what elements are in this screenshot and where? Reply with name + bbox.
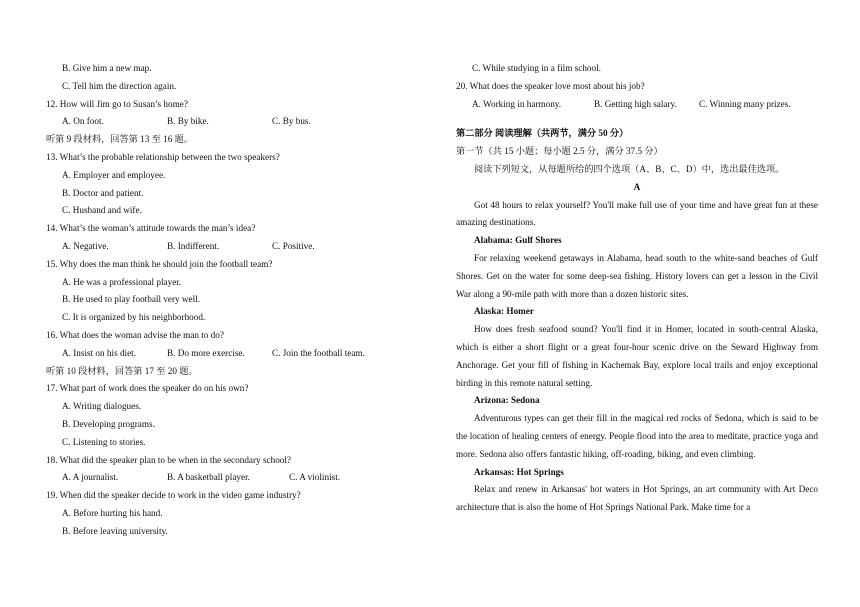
option-c: C. A violinist. xyxy=(289,472,341,483)
option-c: C. Winning many prizes. xyxy=(699,98,791,109)
option-a: A. Before hurting his hand. xyxy=(62,507,163,518)
option-a: A. A journalist. xyxy=(62,472,119,483)
option-c: C. Husband and wife. xyxy=(62,205,142,216)
option-a: A. Insist on his diet. xyxy=(62,347,137,358)
destination-paragraph: Relax and renew in Arkansas' hot waters in Hot Springs, an art community with Art Deco architecture that is also the home of Hot Springs National Park. Make time for a xyxy=(456,484,818,513)
destination-heading: Arizona: Sedona xyxy=(474,395,540,406)
question-12: 12. How will Jim go to Susan’s home? xyxy=(46,98,188,109)
question-16: 16. What does the woman advise the man to do? xyxy=(46,329,224,340)
passage-label: A xyxy=(633,181,641,192)
destination-heading: Arkansas: Hot Springs xyxy=(474,466,564,477)
option-b: B. Developing programs. xyxy=(62,418,155,429)
left-column xyxy=(46,60,416,541)
option-b: B. Do more exercise. xyxy=(167,347,245,358)
option-b: B. He used to play football very well. xyxy=(62,294,201,305)
instructions: 阅读下列短文，从每题所给的四个选项（A、B、C、D）中，选出最佳选项。 xyxy=(474,163,785,174)
section-heading: 听第 10 段材料，回答第 17 至 20 题。 xyxy=(46,365,198,376)
question-15: 15. Why does the man think he should join the football team? xyxy=(46,258,273,269)
option-a: A. Employer and employee. xyxy=(62,169,166,180)
option-c: C. While studying in a film school. xyxy=(472,63,601,73)
destination-paragraph: For relaxing weekend getaways in Alabama, head south to the white-sand beaches of Gulf Shores. Get on the water for some deep-sea fishing. History lovers can get a lesson in the Civil War along a 90-mile path with more than a dozen historic sites. xyxy=(456,252,818,299)
option-c: C. By bus. xyxy=(272,116,311,127)
question-20-options xyxy=(456,96,818,114)
question-14: 14. What’s the woman’s attitude towards the man’s idea? xyxy=(46,223,256,234)
section-heading: 听第 9 段材料，回答第 13 至 16 题。 xyxy=(46,134,193,145)
question-17: 17. What part of work does the speaker do on his own? xyxy=(46,383,249,394)
section-one-heading: 第一节（共 15 小题；每小题 2.5 分，满分 37.5 分） xyxy=(456,146,663,157)
option-line: C. Tell him the direction again. xyxy=(62,80,177,91)
destination-heading: Alabama: Gulf Shores xyxy=(474,235,562,246)
destination-paragraph: Adventurous types can get their fill in the magical red rocks of Sedona, which is said to be the location of healing centers of energy. People flood into the area to meditate, practice yoga and more. Sedona also offers fantastic hiking, off-roading, biking, and even climbing. xyxy=(456,413,818,459)
question-13: 13. What’s the probable relationship between the two speakers? xyxy=(46,151,280,162)
option-b: B. By bike. xyxy=(167,116,209,127)
option-c: C. Positive. xyxy=(272,240,315,251)
spacer xyxy=(456,113,818,125)
right-column xyxy=(456,60,818,517)
question-18-options xyxy=(46,469,416,487)
option-c: C. Listening to stories. xyxy=(62,436,146,447)
option-b: B. Doctor and patient. xyxy=(62,187,144,198)
option-a: A. Working in harmony. xyxy=(472,98,562,109)
option-b: B. Indifferent. xyxy=(167,240,220,251)
passage-intro: Got 48 hours to relax yourself? You'll make full use of your time and have great fun at these amazing destinations. xyxy=(456,199,818,228)
option-line: B. Give him a new map. xyxy=(62,63,152,73)
option-a: A. Writing dialogues. xyxy=(62,401,142,412)
destination-paragraph: How does fresh seafood sound? You'll find it in Homer, located in south-central Alaska, which is either a short flight or a great four-hour scenic drive on the Seward Highway from Anchorage. Get your fill of fishing in Kachemak Bay, explore local trails and enjoy exceptional birding in this remote natural setting. xyxy=(456,324,818,388)
destination-heading: Alaska: Homer xyxy=(474,306,534,317)
option-a: A. Negative. xyxy=(62,240,109,251)
option-a: A. On foot. xyxy=(62,116,104,127)
option-c: C. Join the football team. xyxy=(272,347,365,358)
option-b: B. Before leaving university. xyxy=(62,525,168,536)
question-16-options xyxy=(46,345,416,363)
question-20: 20. What does the speaker love most about his job? xyxy=(456,80,645,91)
question-19: 19. When did the speaker decide to work in the video game industry? xyxy=(46,490,301,501)
question-14-options xyxy=(46,238,416,256)
question-12-options xyxy=(46,113,416,131)
question-18: 18. What did the speaker plan to be when in the secondary school? xyxy=(46,454,292,465)
option-b: B. Getting high salary. xyxy=(594,98,677,109)
option-a: A. He was a professional player. xyxy=(62,276,182,287)
part-two-heading: 第二部分 阅读理解（共两节，满分 50 分） xyxy=(456,128,629,139)
option-c: C. It is organized by his neighborhood. xyxy=(62,312,206,323)
option-b: B. A basketball player. xyxy=(167,472,250,483)
